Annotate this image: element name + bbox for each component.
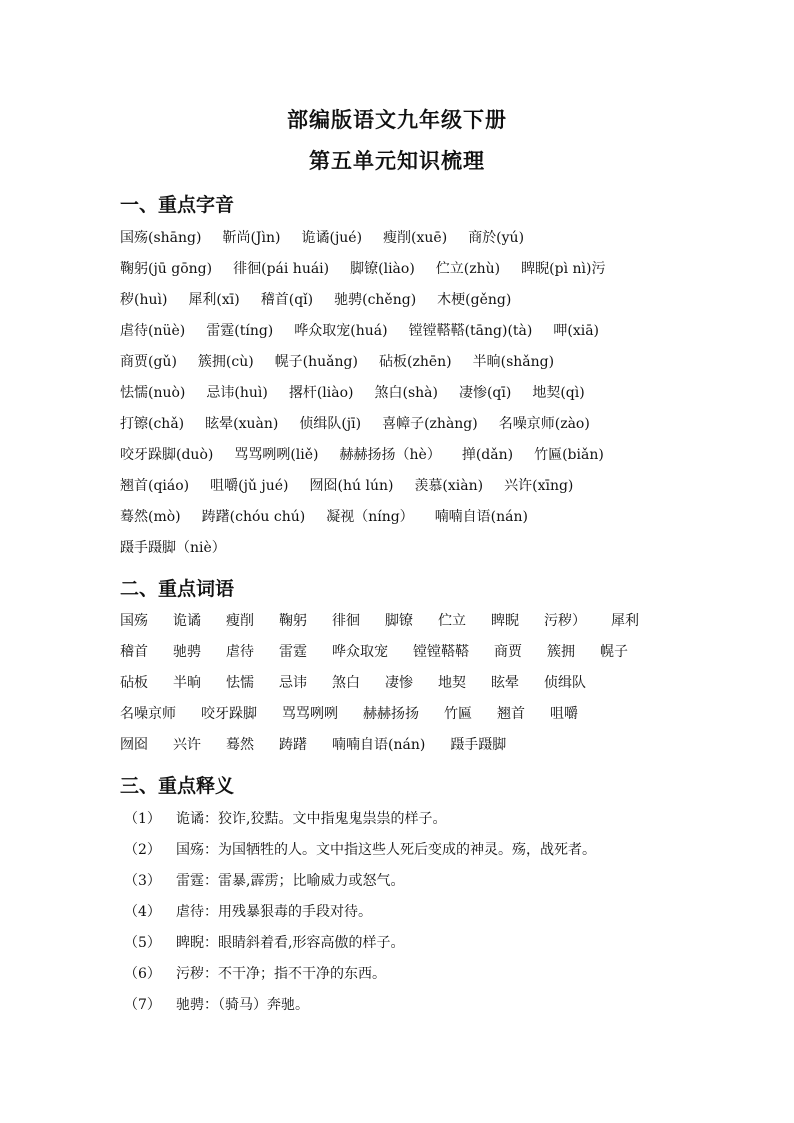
vocabulary-item: 踌躇 — [279, 737, 307, 753]
definition-item — [124, 993, 309, 1017]
pronunciation-line — [120, 412, 611, 436]
pronunciation-item: 掸(dǎn) — [461, 447, 514, 463]
definition-number: （6） — [124, 966, 161, 982]
definition-number: （2） — [124, 842, 161, 858]
pronunciation-item: 名噪京师(zào) — [498, 416, 590, 432]
vocabulary-item: 兴许 — [173, 737, 201, 753]
definition-text: 虐待：用残暴狠毒的手段对待。 — [176, 904, 372, 920]
pronunciation-line — [120, 443, 625, 467]
document-subtitle: 第五单元知识梳理 — [309, 149, 485, 173]
vocabulary-item: 煞白 — [332, 675, 360, 691]
vocabulary-item: 睥睨 — [491, 613, 519, 629]
definition-item — [124, 931, 404, 955]
vocabulary-line — [120, 702, 603, 726]
pronunciation-line — [120, 505, 549, 529]
pronunciation-item: 虐待(nüè) — [120, 323, 186, 339]
pronunciation-item: 骂骂咧咧(liě) — [234, 447, 319, 463]
pronunciation-item: 镗镗鞳鞳(tāng)(tà) — [408, 323, 533, 339]
pronunciation-item: 簇拥(cù) — [197, 354, 254, 370]
pronunciation-item: 蹑手蹑脚（niè） — [120, 540, 226, 556]
definition-number: （4） — [124, 904, 161, 920]
definition-number: （5） — [124, 935, 161, 951]
section-heading-pronunciation: 一、重点字音 — [120, 194, 235, 216]
vocabulary-item: 驰骋 — [173, 644, 201, 660]
vocabulary-item: 赫赫扬扬 — [363, 706, 419, 722]
vocabulary-item: 砧板 — [120, 675, 148, 691]
pronunciation-item: 靳尚(Jìn) — [222, 230, 281, 246]
definition-text: 睥睨：眼睛斜着看,形容高傲的样子。 — [176, 935, 405, 951]
pronunciation-item: 徘徊(pái huái) — [233, 261, 330, 277]
pronunciation-item: 伫立(zhù) — [435, 261, 501, 277]
pronunciation-item: 木梗(gěng) — [437, 292, 512, 308]
pronunciation-line — [120, 226, 545, 250]
vocabulary-item: 国殇 — [120, 613, 148, 629]
pronunciation-item: 半晌(shǎng) — [472, 354, 555, 370]
section-heading-definitions: 三、重点释义 — [120, 775, 235, 797]
definition-text: 雷霆：雷暴,霹雳；比喻威力或怒气。 — [176, 873, 405, 889]
definition-text: 国殇：为国牺牲的人。文中指这些人死后变成的神灵。殇，战死者。 — [176, 842, 596, 858]
pronunciation-item: 羡慕(xiàn) — [414, 478, 484, 494]
pronunciation-item: 翘首(qiáo) — [120, 478, 190, 494]
vocabulary-item: 脚镣 — [385, 613, 413, 629]
pronunciation-item: 呷(xiā) — [553, 323, 600, 339]
vocabulary-line — [120, 640, 653, 664]
vocabulary-item: 侦缉队 — [544, 675, 586, 691]
pronunciation-item: 咬牙跺脚(duò) — [120, 447, 214, 463]
definition-item — [124, 900, 372, 924]
vocabulary-item: 蹑手蹑脚 — [450, 737, 507, 753]
pronunciation-item: 凄惨(qī) — [458, 385, 512, 401]
pronunciation-item: 哗众取宠(huá) — [294, 323, 388, 339]
vocabulary-item: 稽首 — [120, 644, 148, 660]
pronunciation-item: 诡谲(jué) — [301, 230, 363, 246]
pronunciation-item: 喃喃自语(nán) — [434, 509, 528, 525]
pronunciation-item: 咀嚼(jǔ jué) — [210, 478, 289, 494]
vocabulary-item: 咀嚼 — [550, 706, 578, 722]
section-heading-vocabulary: 二、重点词语 — [120, 578, 235, 600]
vocabulary-item: 竹匾 — [444, 706, 472, 722]
vocabulary-item: 簇拥 — [547, 644, 575, 660]
pronunciation-item: 忌讳(huì) — [206, 385, 268, 401]
pronunciation-item: 侦缉队(jī) — [299, 416, 362, 432]
vocabulary-item: 咬牙跺脚 — [201, 706, 257, 722]
vocabulary-item: 哗众取宠 — [332, 644, 388, 660]
definition-number: （1） — [124, 811, 161, 827]
definition-item — [124, 869, 404, 893]
definition-number: （3） — [124, 873, 161, 889]
definition-item — [124, 807, 446, 831]
vocabulary-item: 虐待 — [226, 644, 254, 660]
pronunciation-item: 怯懦(nuò) — [120, 385, 186, 401]
pronunciation-item: 凝视（níng） — [326, 509, 414, 525]
pronunciation-line — [120, 536, 247, 560]
pronunciation-item: 驰骋(chěng) — [334, 292, 417, 308]
pronunciation-line — [120, 350, 575, 374]
pronunciation-item: 打镲(chǎ) — [120, 416, 185, 432]
vocabulary-item: 雷霆 — [279, 644, 307, 660]
pronunciation-item: 赫赫扬扬（hè） — [339, 447, 441, 463]
pronunciation-item: 瘦削(xuē) — [383, 230, 448, 246]
vocabulary-item: 翘首 — [497, 706, 525, 722]
pronunciation-item: 国殇(shāng) — [120, 230, 202, 246]
pronunciation-item: 秽(huì) — [120, 292, 168, 308]
vocabulary-item: 囫囵 — [120, 737, 148, 753]
pronunciation-item: 撂杆(liào) — [288, 385, 354, 401]
definition-text: 诡谲：狡诈,狡黠。文中指鬼鬼祟祟的样子。 — [176, 811, 447, 827]
vocabulary-line — [120, 609, 664, 633]
vocabulary-item: 半晌 — [173, 675, 201, 691]
pronunciation-item: 稽首(qǐ) — [260, 292, 314, 308]
vocabulary-item: 蓦然 — [226, 737, 254, 753]
definition-text: 污秽：不干净；指不干净的东西。 — [176, 966, 386, 982]
vocabulary-item: 地契 — [438, 675, 466, 691]
vocabulary-item: 怯懦 — [226, 675, 254, 691]
vocabulary-item: 镗镗鞳鞳 — [413, 644, 469, 660]
vocabulary-item: 瘦削 — [226, 613, 254, 629]
definition-item — [124, 838, 596, 862]
pronunciation-item: 脚镣(liào) — [350, 261, 415, 277]
pronunciation-item: 鞠躬(jū gōng) — [120, 261, 213, 277]
pronunciation-item: 囫囵(hú lún) — [309, 478, 394, 494]
vocabulary-item: 徘徊 — [332, 613, 360, 629]
pronunciation-item: 商於(yú) — [468, 230, 525, 246]
pronunciation-item: 幌子(huǎng) — [274, 354, 358, 370]
document-title: 部编版语文九年级下册 — [287, 108, 507, 132]
vocabulary-item: 鞠躬 — [279, 613, 307, 629]
vocabulary-item: 骂骂咧咧 — [282, 706, 338, 722]
definition-text: 驰骋：（骑马）奔驰。 — [176, 997, 309, 1013]
pronunciation-item: 犀利(xī) — [188, 292, 240, 308]
pronunciation-item: 地契(qì) — [532, 385, 585, 401]
pronunciation-line — [120, 381, 606, 405]
pronunciation-item: 踌躇(chóu chú) — [201, 509, 306, 525]
vocabulary-item: 幌子 — [600, 644, 628, 660]
vocabulary-item: 喃喃自语(nán) — [332, 737, 426, 753]
pronunciation-item: 兴许(xīng) — [504, 478, 574, 494]
definition-item — [124, 962, 386, 986]
definition-number: （7） — [124, 997, 161, 1013]
pronunciation-line — [120, 319, 620, 343]
vocabulary-line — [120, 733, 531, 757]
vocabulary-item: 凄惨 — [385, 675, 413, 691]
vocabulary-item: 眩晕 — [491, 675, 519, 691]
vocabulary-item: 伫立 — [438, 613, 466, 629]
pronunciation-item: 睥睨(pì nì)污 — [521, 261, 606, 277]
pronunciation-line — [120, 288, 532, 312]
pronunciation-item: 喜幛子(zhàng) — [382, 416, 478, 432]
vocabulary-item: 忌讳 — [279, 675, 307, 691]
pronunciation-line — [120, 257, 626, 281]
pronunciation-line — [120, 474, 594, 498]
pronunciation-item: 蓦然(mò) — [120, 509, 181, 525]
pronunciation-item: 雷霆(tíng) — [206, 323, 274, 339]
vocabulary-item: 名噪京师 — [120, 706, 176, 722]
pronunciation-item: 砧板(zhēn) — [378, 354, 452, 370]
pronunciation-item: 竹匾(biǎn) — [534, 447, 604, 463]
vocabulary-item: 污秽） — [544, 613, 586, 629]
vocabulary-line — [120, 671, 611, 695]
pronunciation-item: 商贾(gǔ) — [120, 354, 177, 370]
pronunciation-item: 眩晕(xuàn) — [205, 416, 279, 432]
pronunciation-item: 煞白(shà) — [374, 385, 438, 401]
vocabulary-item: 犀利 — [611, 613, 639, 629]
vocabulary-item: 诡谲 — [173, 613, 201, 629]
vocabulary-item: 商贾 — [494, 644, 522, 660]
